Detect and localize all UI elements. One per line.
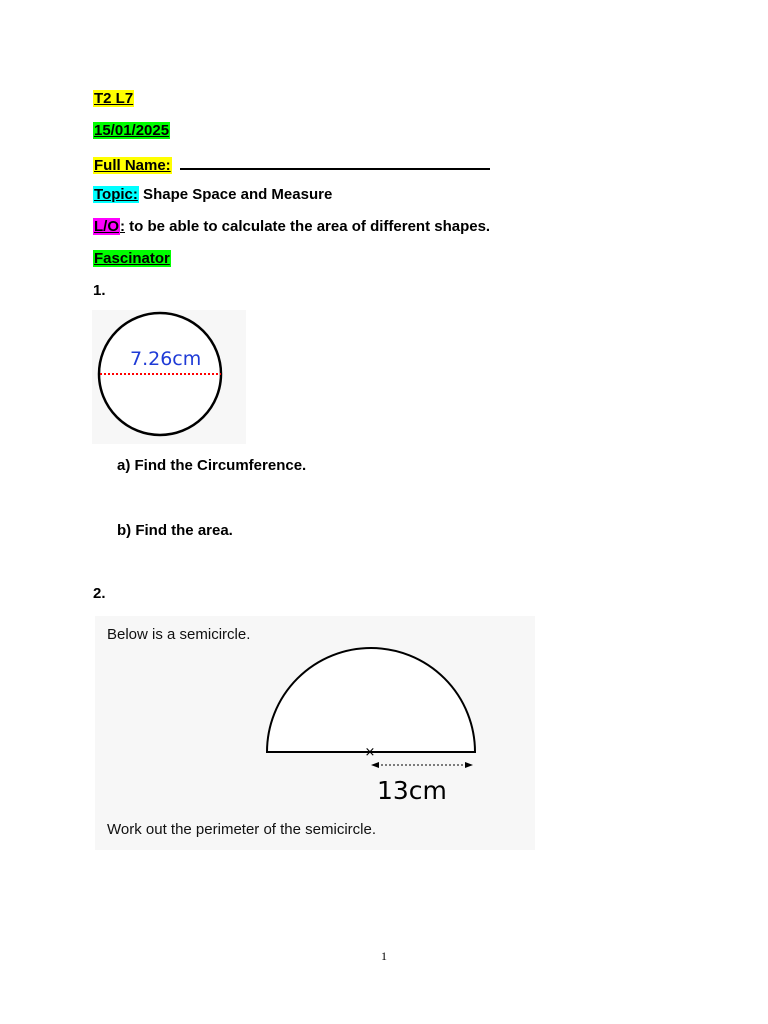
section-heading [93, 250, 171, 268]
question-1a: a) Find the Circumference. [117, 457, 307, 474]
semicircle-instruction: Work out the perimeter of the semicircle. [107, 821, 376, 838]
full-name-row [93, 154, 490, 175]
page-number: 1 [381, 949, 387, 963]
full-name-blank[interactable] [180, 154, 490, 170]
question-2-number: 2. [93, 585, 106, 602]
center-marker: × [364, 745, 376, 760]
full-name-label: Full Name: [94, 157, 171, 174]
radius-label: 13cm [377, 776, 447, 805]
topic-value: Shape Space and Measure [138, 186, 333, 203]
section-label: Fascinator [94, 250, 170, 267]
question-1b: b) Find the area. [117, 522, 233, 539]
lo-text: to be able to calculate the area of different shapes. [125, 218, 491, 235]
semicircle-intro: Below is a semicircle. [107, 626, 251, 643]
topic-label: Topic: [94, 186, 138, 203]
learning-objective-row [93, 218, 490, 236]
lo-colon: : [120, 218, 125, 235]
circle-figure [92, 310, 246, 444]
topic-row [93, 186, 332, 204]
diameter-label: 7.26cm [130, 348, 202, 370]
semicircle-figure [95, 616, 535, 850]
question-1-number: 1. [93, 282, 106, 299]
lo-label: L/O [94, 218, 119, 235]
class-code-text: T2 L7 [94, 90, 134, 107]
date-text: 15/01/2025 [94, 122, 170, 139]
class-code [93, 90, 134, 108]
date [93, 122, 170, 140]
